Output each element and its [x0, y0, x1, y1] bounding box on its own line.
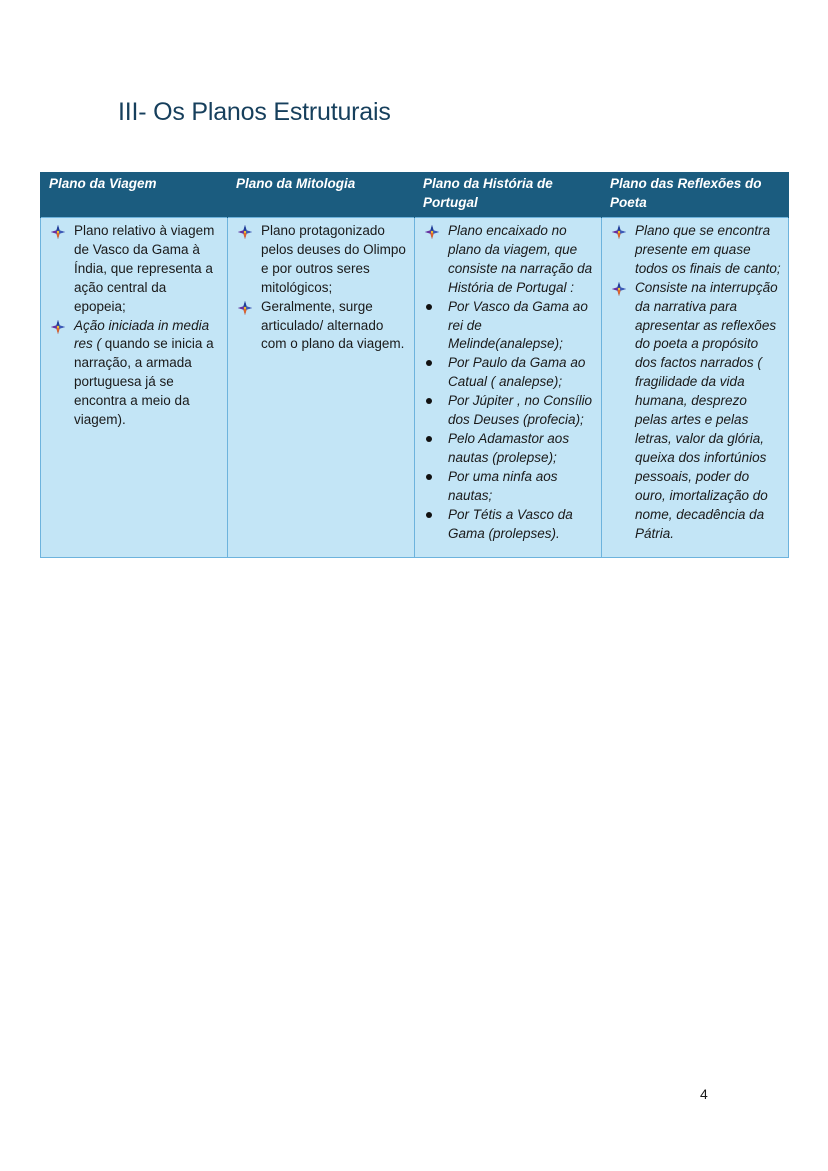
header-plano-mitologia: Plano da Mitologia: [228, 172, 415, 218]
table-row: [41, 218, 789, 558]
item-text: Por Tétis a Vasco da Gama (prolepses).: [448, 506, 573, 541]
item-text: Consiste na interrupção da narrativa para apresentar as reflexões do poeta a propósito dos factos narrados ( fragilidade da vida humana, desprezo pelas artes e pelas letras, valor da glória, queixa dos infortúnios pessoais, poder do ouro, imortalização do nome, decadência da Pátria.: [635, 279, 778, 541]
cell-plano-viagem: [41, 218, 228, 558]
page-number: 4: [700, 1086, 708, 1102]
item-text: Geralmente, surge articulado/ alternado com o plano da viagem.: [261, 298, 405, 352]
list-item: [236, 298, 408, 355]
item-text: Plano encaixado no plano da viagem, que consiste na narração da História de Portugal :: [448, 223, 593, 295]
list-item: [610, 222, 782, 279]
item-text: Plano que se encontra presente em quase todos os finais de canto;: [635, 223, 781, 276]
cell-plano-historia: [415, 218, 602, 558]
item-text-italic: Ação iniciada in media res (: [74, 317, 210, 352]
list-item: [423, 222, 595, 298]
item-text: quando se inicia a narração, a armada portuguesa já se encontra a meio da viagem).: [74, 336, 214, 428]
arrow-star-bullet-icon: [425, 225, 439, 239]
item-text: Plano relativo à viagem de Vasco da Gama à Índia, que representa a ação central da epopeia;: [74, 223, 215, 314]
list-item: [610, 279, 782, 544]
list-item: [423, 430, 595, 468]
cell-plano-reflexoes: [602, 218, 789, 558]
header-plano-reflexoes: Plano das Reflexões do Poeta: [602, 172, 789, 218]
list-item: [423, 506, 595, 544]
arrow-star-bullet-icon: [238, 301, 252, 315]
arrow-star-bullet-icon: [51, 320, 65, 334]
page-title: III- Os Planos Estruturais: [118, 98, 391, 126]
list-item: [423, 392, 595, 430]
list-item: [423, 354, 595, 392]
list-item: [423, 298, 595, 355]
list-item: [49, 317, 221, 430]
round-dot-bullet-icon: [426, 512, 432, 518]
header-plano-historia: Plano da História de Portugal: [415, 172, 602, 218]
item-text: Por Paulo da Gama ao Catual ( analepse);: [448, 355, 586, 390]
round-dot-bullet-icon: [426, 304, 432, 310]
item-text: Por uma ninfa aos nautas;: [448, 468, 558, 503]
item-text: Pelo Adamastor aos nautas (prolepse);: [448, 430, 570, 465]
round-dot-bullet-icon: [426, 398, 432, 404]
round-dot-bullet-icon: [426, 474, 432, 480]
planos-table: [40, 172, 789, 558]
list-item: [49, 222, 221, 317]
round-dot-bullet-icon: [426, 360, 432, 366]
item-text: Por Júpiter , no Consílio dos Deuses (profecia);: [448, 393, 593, 428]
round-dot-bullet-icon: [426, 436, 432, 442]
list-item: [236, 222, 408, 298]
arrow-star-bullet-icon: [51, 225, 65, 239]
cell-plano-mitologia: [228, 218, 415, 558]
table-header-row: [41, 172, 789, 218]
arrow-star-bullet-icon: [612, 225, 626, 239]
header-plano-viagem: Plano da Viagem: [41, 172, 228, 218]
item-text: Por Vasco da Gama ao rei de Melinde(analepse);: [448, 298, 588, 352]
arrow-star-bullet-icon: [238, 225, 252, 239]
list-item: [423, 468, 595, 506]
item-text: Plano protagonizado pelos deuses do Olimpo e por outros seres mitológicos;: [261, 223, 406, 295]
arrow-star-bullet-icon: [612, 282, 626, 296]
